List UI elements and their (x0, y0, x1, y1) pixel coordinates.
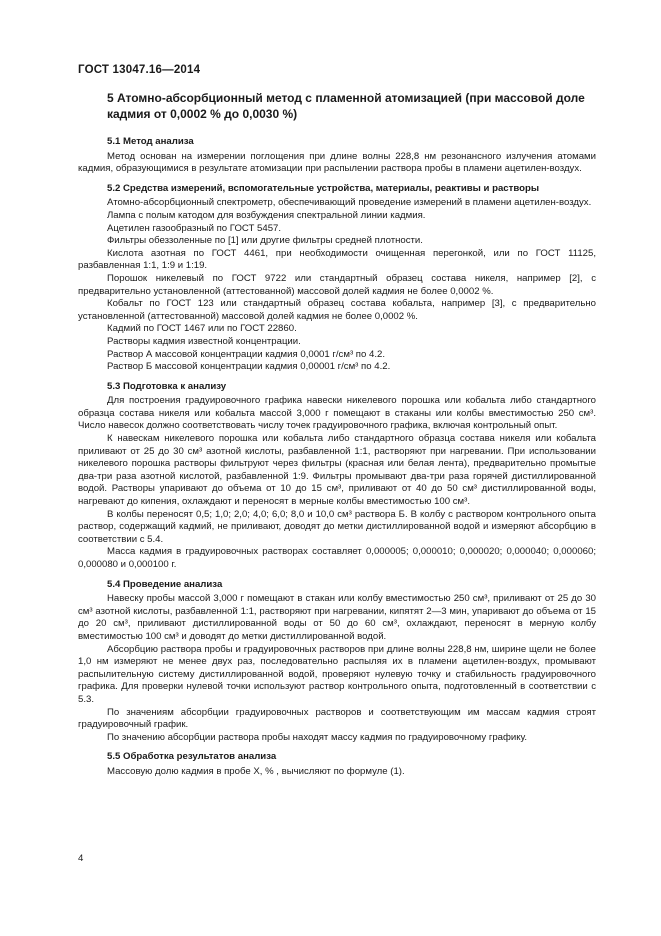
paragraph: Атомно-абсорбционный спектрометр, обеспечивающий проведение измерений в пламени ацетилен-воздух. (107, 197, 592, 209)
paragraph: Массовую долю кадмия в пробе X, % , вычисляют по формуле (1). (107, 765, 405, 777)
section-title: 5 Атомно-абсорбционный метод с пламенной атомизацией (при массовой доле кадмия от 0,0002 % до 0,0030 %) (107, 91, 585, 121)
document-body (78, 90, 596, 779)
paragraph: Абсорбцию раствора пробы и градуировочных растворов при длине волны 228,8 нм, ширине щели не более 1,0 нм измеряют не менее двух раз, последовательно распыляя их в пламени ацетилен-воздух, промывают распылительную систему дистиллированной водой, проверяют нулевую точку и стабильность градуировочного графика. Для проверки нулевой точки используют раствор контрольного опыта, подготовленный в соответствии с 5.3. (78, 643, 596, 705)
paragraph: Растворы кадмия известной концентрации. (107, 335, 301, 347)
paragraph: Кадмий по ГОСТ 1467 или по ГОСТ 22860. (107, 323, 297, 335)
paragraph: Раствор Б массовой концентрации кадмия 0,00001 г/см³ по 4.2. (107, 361, 391, 373)
paragraph: По значению абсорбции раствора пробы находят массу кадмия по градуировочному графику. (107, 731, 528, 743)
subsection-title-5-2: 5.2 Средства измерений, вспомогательные устройства, материалы, реактивы и растворы (107, 182, 540, 194)
paragraph: Фильтры обеззоленные по [1] или другие фильтры средней плотности. (107, 235, 423, 247)
paragraph: К навескам никелевого порошка или кобальта либо стандартного образца состава никеля или кобальта приливают от 25 до 30 см³ азотной кислоты, разбавленной 1:1, растворяют при нагревании. При использовании никелевого порошка растворы фильтруют через фильтры (красная или белая лента), предварительно промытые два-три раза азотной кислотой, разбавленной 1:9. Фильтры промывают два-три раза горячей дистиллированной водой. Растворы упаривают до объема от 10 до 15 см³, приливают от 40 до 50 см³ дистиллированной воды, нагревают до кипения, охлаждают и переносят в мерные колбы вместимостью 100 см³. (78, 433, 596, 508)
subsection-title-5-1: 5.1 Метод анализа (107, 136, 194, 147)
subsection-title-5-5: 5.5 Обработка результатов анализа (107, 751, 277, 763)
paragraph: Навеску пробы массой 3,000 г помещают в стакан или колбу вместимостью 250 см³, приливают от 25 до 30 см³ азотной кислоты, разбавленной 1:1, растворяют при нагревании, кипятят 2—3 мин, упаривают до объема от 15 до 20 см³, приливают дистиллированной воды от 50 до 60 см³, охлаждают, переносят в мерную колбу вместимостью 100 см³ и доводят до метки дистиллированной водой. (78, 593, 596, 642)
paragraph: В колбы переносят 0,5; 1,0; 2,0; 4,0; 6,0; 8,0 и 10,0 см³ раствора Б. В колбу с раствором контрольного опыта раствор, содержащий кадмий, не приливают, доводят до метки дистиллированной водой и измеряют абсорбцию в соответствии с 5.4. (78, 508, 596, 545)
paragraph: Лампа с полым катодом для возбуждения спектральной линии кадмия. (107, 209, 426, 221)
paragraph: Раствор А массовой концентрации кадмия 0,0001 г/см³ по 4.2. (107, 348, 385, 360)
paragraph: Порошок никелевый по ГОСТ 9722 или стандартный образец состава никеля, например [2], с предварительно установленной (аттестованной) массовой долей кадмия не более 0,0002 %. (78, 272, 596, 297)
paragraph: Масса кадмия в градуировочных растворах составляет 0,000005; 0,000010; 0,000020; 0,000040; 0,000060; 0,000080 и 0,000100 г. (78, 546, 596, 570)
paragraph: Ацетилен газообразный по ГОСТ 5457. (107, 222, 282, 234)
page-number: 4 (78, 853, 84, 864)
paragraph: По значениям абсорбции градуировочных растворов и соответствующим им массам кадмия строят градуировочный график. (78, 706, 596, 731)
paragraph: Кислота азотная по ГОСТ 4461, при необходимости очищенная перегонкой, или по ГОСТ 11125, разбавленная 1:1, 1:9 и 1:19. (78, 247, 596, 272)
paragraph: Кобальт по ГОСТ 123 или стандартный образец состава кобальта, например [3], с предварительно установленной (аттестованной) массовой долей кадмия не более 0,0002 %. (78, 298, 596, 322)
standard-header: ГОСТ 13047.16—2014 (78, 64, 201, 76)
paragraph: Для построения градуировочного графика навески никелевого порошка или кобальта либо стандартного образца состава никеля или кобальта массой 3,000 г помещают в стаканы или колбы вместимостью 250 см³. Число навесок должно соответствовать числу точек градуировочного графика, включая контрольный опыт. (78, 395, 596, 432)
paragraph: Метод основан на измерении поглощения при длине волны 228,8 нм резонансного излучения атомами кадмия, образующимися в результате атомизации при распылении раствора пробы в пламени ацетилен-воздух. (78, 150, 596, 175)
subsection-title-5-3: 5.3 Подготовка к анализу (107, 380, 227, 392)
subsection-title-5-4: 5.4 Проведение анализа (107, 578, 223, 590)
